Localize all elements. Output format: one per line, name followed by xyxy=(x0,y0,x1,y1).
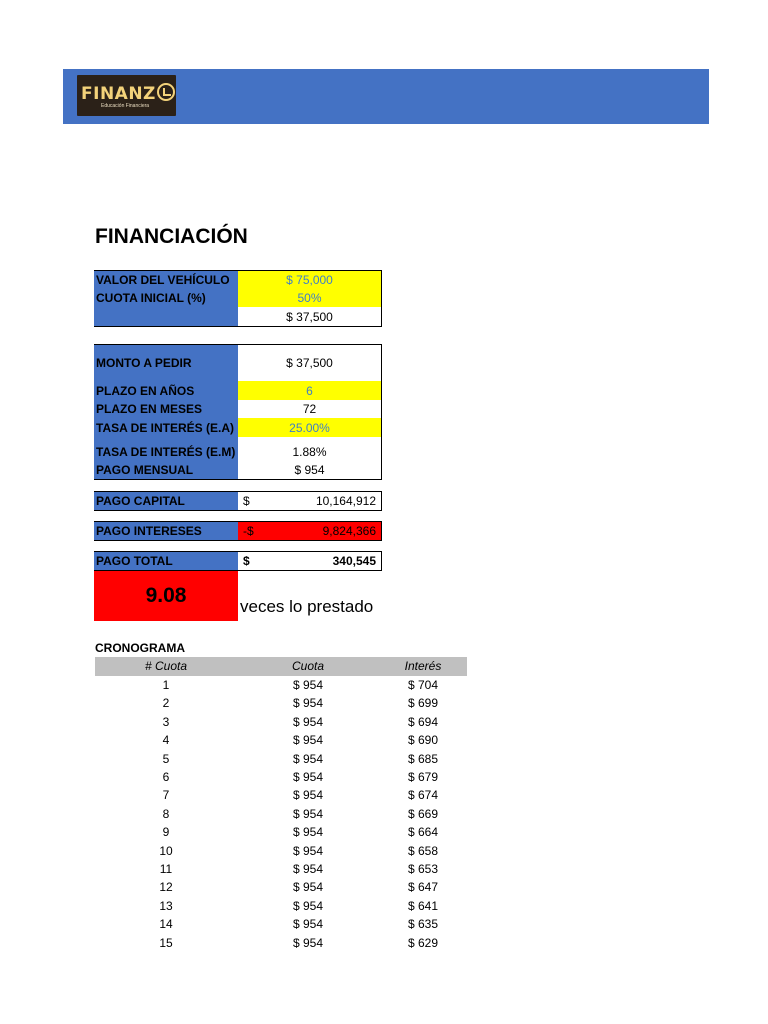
brand-name: FINANZ xyxy=(81,84,156,104)
interes-amount: $ 679 xyxy=(407,770,439,784)
cuota-amount: $ 954 xyxy=(292,880,324,895)
tasa-ea-label: TASA DE INTERÉS (E.A) xyxy=(94,418,238,437)
ratio-text: veces lo prestado xyxy=(240,597,374,616)
interes-amount: $ 704 xyxy=(407,678,439,692)
cuota-amount: $ 954 xyxy=(292,733,324,748)
brand-tagline: Educación Financiera xyxy=(101,103,150,109)
capital-label: PAGO CAPITAL xyxy=(94,492,238,510)
brand-logo xyxy=(77,75,176,116)
monto-value: $ 37,500 xyxy=(286,356,333,370)
interes-amount: $ 685 xyxy=(407,751,439,766)
cuota-number: 2 xyxy=(162,696,170,711)
interes-amount: $ 635 xyxy=(407,917,439,932)
cuota-amount: $ 954 xyxy=(292,696,324,711)
interes-amount: $ 653 xyxy=(407,862,439,876)
cuota-amount: $ 954 xyxy=(292,788,324,803)
cuota-amount: $ 954 xyxy=(292,825,324,840)
plazo-meses-value: 72 xyxy=(302,402,317,416)
cuota-input[interactable]: 50% xyxy=(238,289,381,307)
intereses-amount: 9,824,366 xyxy=(322,524,376,538)
cuota-number: 8 xyxy=(162,806,170,821)
chart-coin-icon xyxy=(157,83,175,101)
cuota-amount: $ 954 xyxy=(292,770,324,784)
plazo-anos-label: PLAZO EN AÑOS xyxy=(94,381,238,400)
cuota-amount: $ 954 xyxy=(292,917,324,932)
interes-amount: $ 629 xyxy=(407,935,439,950)
header-cuota: Cuota xyxy=(291,659,325,673)
cuota-amount: $ 954 xyxy=(292,935,324,950)
schedule-title: CRONOGRAMA xyxy=(95,641,185,655)
cuota-number: 14 xyxy=(159,917,173,932)
plazo-meses-label: PLAZO EN MESES xyxy=(94,400,238,418)
intereses-value xyxy=(238,522,381,540)
plazo-anos-input[interactable]: 6 xyxy=(238,381,381,400)
interes-amount: $ 690 xyxy=(407,733,439,748)
cuota-amount: $ 954 xyxy=(292,806,324,821)
capital-currency: $ xyxy=(243,494,250,508)
total-value xyxy=(238,552,381,570)
interes-amount: $ 641 xyxy=(407,898,439,913)
cuota-amount: $ 954 xyxy=(292,898,324,913)
interes-amount: $ 664 xyxy=(407,825,439,840)
total-currency: $ xyxy=(243,554,250,568)
interes-amount: $ 658 xyxy=(407,843,439,858)
header-banner xyxy=(63,69,709,124)
interes-amount: $ 674 xyxy=(407,788,439,803)
valor-label: VALOR DEL VEHÍCULO xyxy=(94,271,238,289)
cuota-amount: $ 954 xyxy=(292,843,324,858)
cuota-number: 3 xyxy=(162,714,170,729)
intereses-currency: -$ xyxy=(243,524,254,538)
cuota-monto-value: $ 37,500 xyxy=(286,309,333,324)
interes-amount: $ 647 xyxy=(407,880,439,895)
tasa-em-value: 1.88% xyxy=(292,445,327,459)
cuota-number: 10 xyxy=(159,843,173,858)
total-amount: 340,545 xyxy=(332,554,376,568)
tasa-ea-input[interactable]: 25.00% xyxy=(238,418,381,437)
capital-amount: 10,164,912 xyxy=(315,494,376,508)
cuota-amount: $ 954 xyxy=(292,714,324,729)
valor-input[interactable]: $ 75,000 xyxy=(238,271,381,289)
cuota-label: CUOTA INICIAL (%) xyxy=(94,289,238,307)
tasa-em-label: TASA DE INTERÉS (E.M) xyxy=(94,437,238,461)
interes-amount: $ 669 xyxy=(407,806,439,821)
interes-amount: $ 699 xyxy=(407,696,439,711)
capital-value xyxy=(238,492,381,510)
cuota-number: 13 xyxy=(159,898,173,913)
pago-mensual-value: $ 954 xyxy=(294,463,325,477)
header-interes: Interés xyxy=(404,659,442,673)
header-cuota-num: # Cuota xyxy=(144,659,188,673)
cuota-number: 9 xyxy=(162,825,170,840)
monto-label: MONTO A PEDIR xyxy=(94,345,238,381)
interes-amount: $ 694 xyxy=(407,714,439,729)
cuota-number: 5 xyxy=(162,751,170,766)
cuota-number: 1 xyxy=(162,678,170,692)
cuota-amount: $ 954 xyxy=(292,678,324,692)
cuota-monto-label xyxy=(94,307,238,326)
total-label: PAGO TOTAL xyxy=(94,552,238,570)
cuota-number: 4 xyxy=(162,733,170,748)
cuota-number: 11 xyxy=(159,862,173,876)
page-title: FINANCIACIÓN xyxy=(95,225,248,248)
pago-mensual-label: PAGO MENSUAL xyxy=(94,461,238,479)
cuota-number: 7 xyxy=(162,788,170,803)
cuota-number: 6 xyxy=(162,770,170,784)
cuota-amount: $ 954 xyxy=(292,862,324,876)
ratio-value: 9.08 xyxy=(94,571,238,621)
cuota-number: 15 xyxy=(159,935,173,950)
intereses-label: PAGO INTERESES xyxy=(94,522,238,540)
cuota-amount: $ 954 xyxy=(292,751,324,766)
cuota-number: 12 xyxy=(159,880,173,895)
